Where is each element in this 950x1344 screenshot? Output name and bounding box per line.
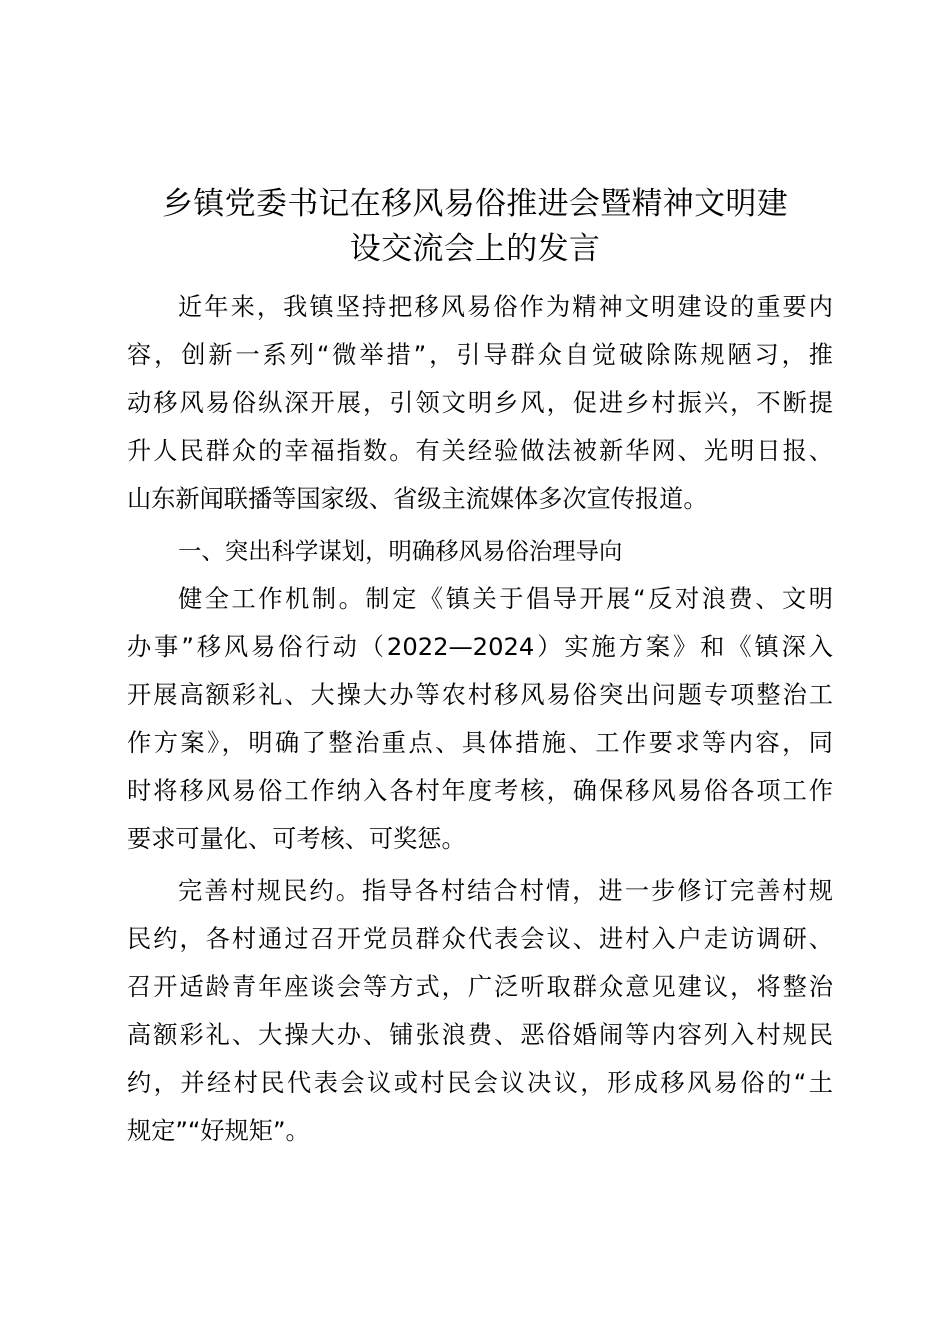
document-body	[127, 283, 833, 1155]
text-line: 民约，各村通过召开党员群众代表会议、进村入户走访调研、	[127, 925, 833, 953]
heading-line: 一、突出科学谋划，明确移风易俗治理导向	[178, 537, 623, 565]
text-line: 要求可量化、可考核、可奖惩。	[127, 825, 466, 853]
document-title	[118, 182, 832, 272]
title-line: 乡镇党委书记在移风易俗推进会暨精神文明建	[162, 186, 788, 222]
paragraph-work-mechanism	[127, 575, 833, 863]
text-line: 近年来，我镇坚持把移风易俗作为精神文明建设的重要内	[178, 293, 833, 321]
text-line: 山东新闻联播等国家级、省级主流媒体多次宣传报道。	[127, 485, 708, 513]
text-line: 健全工作机制。制定《镇关于倡导开展“反对浪费、文明	[178, 585, 833, 613]
paragraph-village-rules	[127, 867, 833, 1155]
text-line: 容，创新一系列“微举措”，引导群众自觉破除陈规陋习，推	[127, 341, 833, 369]
text-line: 召开适龄青年座谈会等方式，广泛听取群众意见建议，将整治	[127, 973, 833, 1001]
text-line: 约，并经村民代表会议或村民会议决议，形成移风易俗的“土	[127, 1069, 833, 1097]
text-line: 时将移风易俗工作纳入各村年度考核，确保移风易俗各项工作	[127, 777, 833, 805]
text-line: 开展高额彩礼、大操大办等农村移风易俗突出问题专项整治工	[127, 681, 833, 709]
text-line: 作方案》，明确了整治重点、具体措施、工作要求等内容，同	[127, 729, 833, 757]
text-line: 高额彩礼、大操大办、铺张浪费、恶俗婚闹等内容列入村规民	[127, 1021, 833, 1049]
text-line: 规定”“好规矩”。	[127, 1117, 310, 1145]
paragraph-intro	[127, 283, 833, 523]
text-line: 升人民群众的幸福指数。有关经验做法被新华网、光明日报、	[127, 437, 833, 465]
text-line: 完善村规民约。指导各村结合村情，进一步修订完善村规	[178, 877, 833, 905]
section-heading	[127, 527, 833, 575]
text-line: 动移风易俗纵深开展，引领文明乡风，促进乡村振兴，不断提	[127, 389, 833, 417]
text-line: 办事”移风易俗行动（2022—2024）实施方案》和《镇深入	[127, 633, 833, 661]
title-line: 设交流会上的发言	[349, 231, 601, 267]
